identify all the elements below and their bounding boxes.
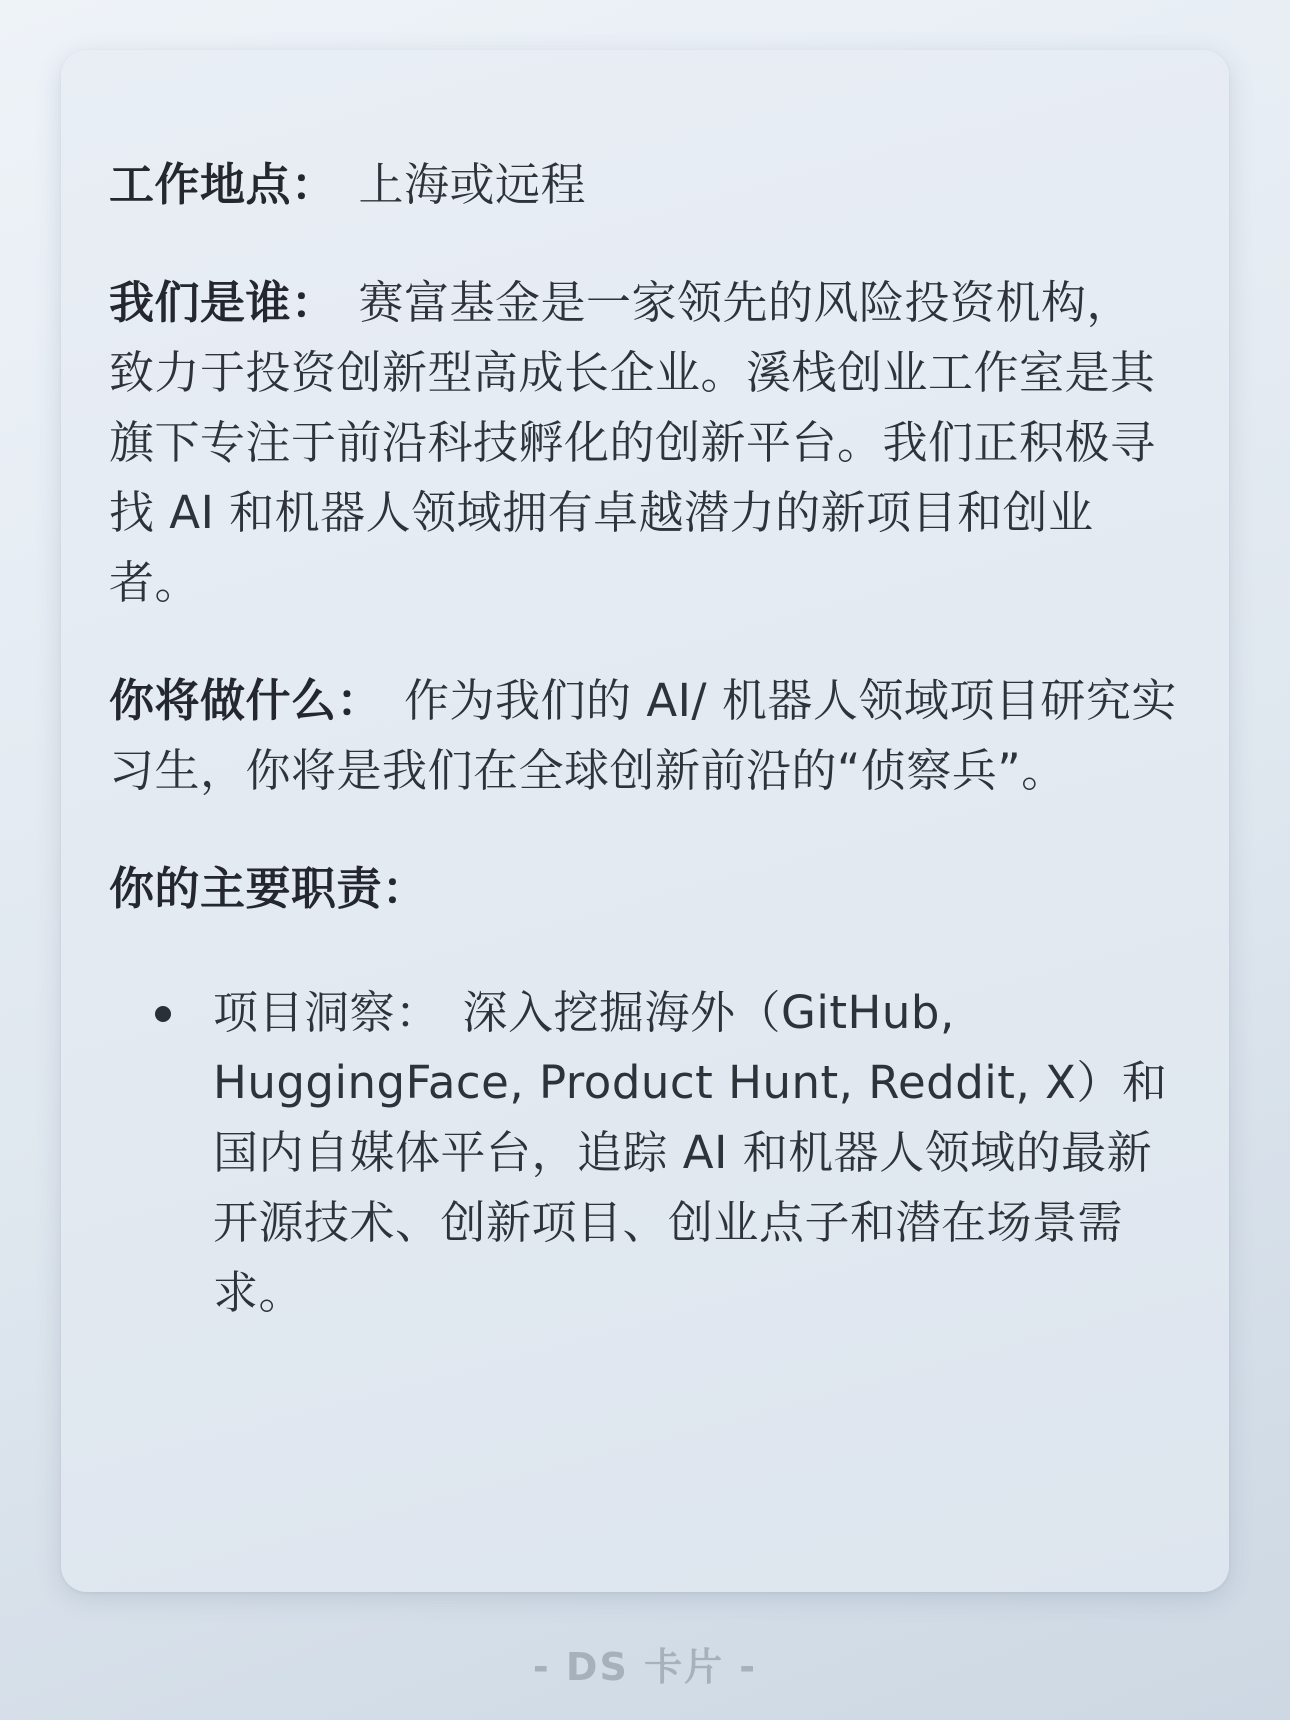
job-card: [61, 50, 1229, 1592]
who-paragraph: [109, 268, 1177, 618]
what-paragraph: [109, 666, 1177, 806]
location-label: 工作地点：: [109, 158, 337, 211]
what-label: 你将做什么：: [109, 674, 383, 727]
what-value: 作为我们的 AI/ 机器人领域项目研究实习生，你将是我们在全球创新前沿的“侦察兵”。: [109, 674, 1177, 797]
duty-label: 项目洞察：: [213, 986, 441, 1039]
location-paragraph: [109, 150, 1177, 220]
duty-text: 深入挖掘海外（GitHub, HuggingFace, Product Hunt, Reddit, X）和国内自媒体平台，追踪 AI 和机器人领域的最新开源技术、创新项目、创业点子和潜在场景需求。: [213, 986, 1168, 1319]
duties-label: 你的主要职责：: [109, 862, 428, 915]
location-value: 上海或远程: [358, 158, 587, 211]
list-item: [213, 978, 1177, 1328]
who-value: 赛富基金是一家领先的风险投资机构，致力于投资创新型高成长企业。溪栈创业工作室是其旗下专注于前沿科技孵化的创新平台。我们正积极寻找 AI 和机器人领域拥有卓越潜力的新项目和创业者。: [109, 276, 1156, 609]
duties-heading: [109, 854, 1177, 924]
bullet-dot-icon: [155, 1006, 171, 1022]
duties-list: [109, 978, 1177, 1328]
who-label: 我们是谁：: [109, 276, 337, 329]
footer-watermark: - DS 卡片 -: [532, 1645, 758, 1689]
